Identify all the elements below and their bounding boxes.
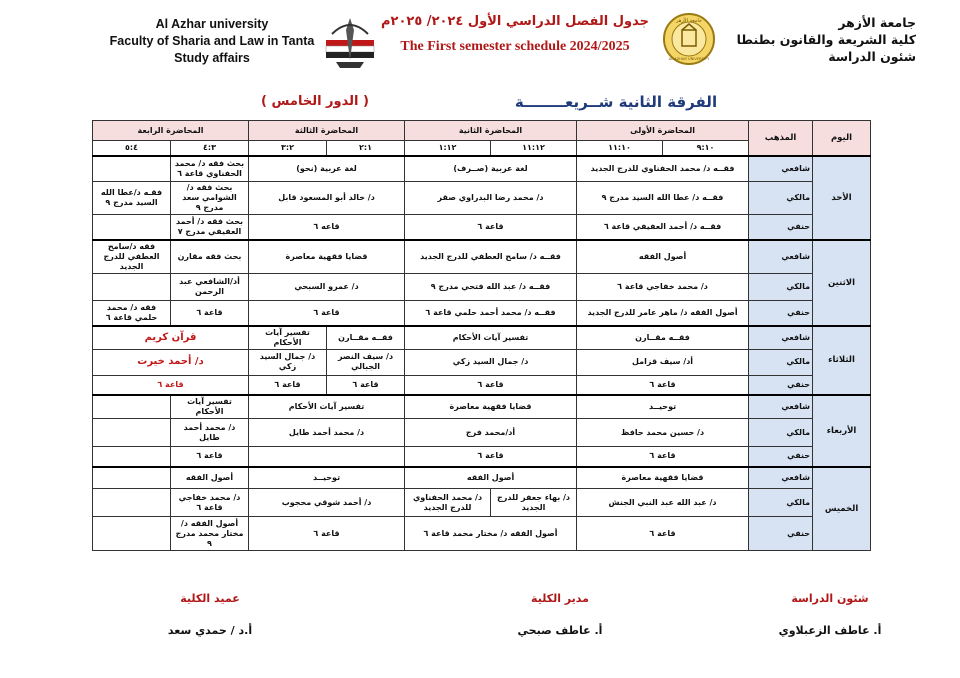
- lecture-cell: [249, 447, 405, 467]
- time-slot: ١:١٢: [405, 141, 491, 157]
- lecture-cell: أصول الفقه د/ ماهر عامر للدرج الجديد: [577, 301, 749, 326]
- lecture-cell: بحث فقه مقارن: [171, 240, 249, 274]
- madhhab-shafii: شافعي: [749, 326, 813, 350]
- lecture-cell: [93, 214, 171, 240]
- dean-label: عميد الكلية: [180, 592, 240, 605]
- lecture-cell: فقــه د/ محمد أحمد حلمي قاعة ٦: [405, 301, 577, 326]
- header-day: اليوم: [813, 121, 871, 157]
- lecture-cell: لغة عربية (صــرف): [405, 156, 577, 181]
- lecture-cell: بحث فقه د/ أحمد العفيفي مدرج ٧: [171, 214, 249, 240]
- lecture-cell: د/ سيف النصر الجبالي: [327, 349, 405, 375]
- lecture-cell: تفسير آيات الأحكام: [249, 326, 327, 350]
- lecture-cell: [93, 447, 171, 467]
- lecture-cell: د/ أحمد شوقي محجوب: [249, 489, 405, 517]
- director-name: أ. عاطف صبحي: [517, 624, 603, 637]
- madhhab-hanafi: حنفي: [749, 517, 813, 551]
- lecture-cell: د/ محمد أحمد طايل: [249, 419, 405, 447]
- director-label: مدير الكلية: [531, 592, 589, 605]
- lecture-cell: [93, 156, 171, 181]
- lecture-cell: قاعه ٦: [249, 214, 405, 240]
- lecture-cell: أد/ سيف قزامل: [577, 349, 749, 375]
- header-lecture-4: المحاضرة الرابعة: [93, 121, 249, 141]
- lecture-cell: أصول الفقه: [171, 467, 249, 489]
- lecture-cell: تفسير آيات الأحكام: [405, 326, 577, 350]
- day-tuesday: الثلاثاء: [813, 326, 871, 396]
- lecture-cell: د/ عمرو السبحي: [249, 274, 405, 301]
- madhhab-shafii: شافعي: [749, 395, 813, 419]
- study-affairs-name: أ. عاطف الزعبلاوي: [778, 624, 882, 637]
- lecture-cell: بحث فقه د/ محمد الحفناوي قاعة ٦: [171, 156, 249, 181]
- lecture-cell: [93, 274, 171, 301]
- lecture-cell: قاعة ٦: [405, 375, 577, 395]
- madhhab-maliki: مالكي: [749, 489, 813, 517]
- lecture-cell: قضايا فقهية معاصرة: [249, 240, 405, 274]
- lecture-cell: قاعة ٦: [249, 517, 405, 551]
- lecture-cell: د/ خالد أبو المسعود قابل: [249, 181, 405, 214]
- lecture-cell: فقــه مقــارن: [327, 326, 405, 350]
- lecture-cell: د/ عبد الله عبد النبي الجنش: [577, 489, 749, 517]
- lecture-cell: قاعة ٦: [405, 214, 577, 240]
- lecture-cell: قاعة ٦: [577, 517, 749, 551]
- lecture-cell: فقــه مقــارن: [577, 326, 749, 350]
- header-lecture-1: المحاضرة الأولى: [577, 121, 749, 141]
- lecture-cell: فقه د/ محمد حلمي قاعة ٦: [93, 301, 171, 326]
- time-slot: ٢:١: [327, 141, 405, 157]
- time-slot: ٩:١٠: [663, 141, 749, 157]
- time-slot: ١١:١٠: [577, 141, 663, 157]
- lecture-cell: قاعة ٦: [249, 375, 327, 395]
- schedule-table: [92, 120, 871, 551]
- lecture-cell: د/ حسين محمد حافظ: [577, 419, 749, 447]
- lecture-cell: قاعة ٦: [249, 301, 405, 326]
- lecture-cell: [93, 489, 171, 517]
- schedule-title-ar: جدول الفصل الدراسي الأول ٢٠٢٤/ ٢٠٢٥م: [381, 14, 649, 29]
- lecture-cell: فقــه د/ عبد الله فتحي مدرج ٩: [405, 274, 577, 301]
- madhhab-hanafi: حنفي: [749, 301, 813, 326]
- lecture-cell: فقــه د/ سامح العطفي للدرج الجديد: [405, 240, 577, 274]
- lecture-cell: قاعة ٦: [577, 447, 749, 467]
- lecture-cell-highlight: قرآن كريم: [93, 326, 249, 350]
- university-name-en: Al Azhar university: [155, 17, 269, 31]
- lecture-cell: فقــه د/ أحمد العفيفي قاعة ٦: [577, 214, 749, 240]
- lecture-cell-highlight: قاعة ٦: [93, 375, 249, 395]
- madhhab-hanafi: حنفي: [749, 214, 813, 240]
- lecture-cell: قاعة ٦: [405, 447, 577, 467]
- day-thursday: الخميس: [813, 467, 871, 551]
- lecture-cell: د/ محمد رضا البدراوي صقر: [405, 181, 577, 214]
- header-right-arabic: [706, 14, 916, 65]
- madhhab-maliki: مالكي: [749, 349, 813, 375]
- lecture-cell: د/ بهاء جعفر للدرج الجديد: [491, 489, 577, 517]
- madhhab-shafii: شافعي: [749, 240, 813, 274]
- lecture-cell: د/ محمد أحمد طايل: [171, 419, 249, 447]
- lecture-cell: د/ جمال السيد زكي: [249, 349, 327, 375]
- schedule-title: [380, 14, 650, 55]
- logo-text-en: AL-AZHAR UNIVERSITY: [668, 57, 710, 61]
- schedule-title-en: The First semester schedule 2024/2025: [400, 39, 630, 54]
- lecture-cell: قاعة ٦: [171, 447, 249, 467]
- madhhab-hanafi: حنفي: [749, 375, 813, 395]
- lecture-cell: أصول الفقه د/ مختار محمد قاعة ٦: [405, 517, 577, 551]
- madhhab-maliki: مالكي: [749, 274, 813, 301]
- university-name-ar: جامعة الأزهر: [838, 15, 916, 30]
- faculty-logo: [322, 12, 378, 70]
- time-slot: ١١:١٢: [491, 141, 577, 157]
- lecture-cell: بحث فقه د/ الشوامي سعد مدرج ٩: [171, 181, 249, 214]
- madhhab-shafii: شافعي: [749, 467, 813, 489]
- lecture-cell: فقـه د/عطا الله السيد مدرج ٩: [93, 181, 171, 214]
- time-slot: ٤:٣: [171, 141, 249, 157]
- faculty-name-en: Faculty of Sharia and Law in Tanta: [109, 34, 315, 48]
- lecture-cell: لغة عربية (نحو): [249, 156, 405, 181]
- day-monday: الاثنين: [813, 240, 871, 326]
- study-affairs-label: شئون الدراسة: [791, 592, 869, 605]
- madhhab-hanafi: حنفي: [749, 447, 813, 467]
- header-madhhab: المذهب: [749, 121, 813, 157]
- lecture-cell: فقــه د/ محمد الحفناوي للدرج الجديد: [577, 156, 749, 181]
- header-left-english: [104, 16, 320, 67]
- dean-name: أ.د / حمدي سعد: [167, 624, 253, 637]
- lecture-cell: تفسير آيات الأحكام: [171, 395, 249, 419]
- lecture-cell: [93, 419, 171, 447]
- lecture-cell: [93, 395, 171, 419]
- lecture-cell: أصول الفقه: [405, 467, 577, 489]
- madhhab-maliki: مالكي: [749, 181, 813, 214]
- lecture-cell: قضايا فقهية معاصرة: [405, 395, 577, 419]
- lecture-cell: [93, 517, 171, 551]
- lecture-cell: أصول الفقه د/ مختار محمد مدرج ٩: [171, 517, 249, 551]
- time-slot: ٣:٢: [249, 141, 327, 157]
- round-title: ( الدور الخامس ): [261, 94, 369, 109]
- lecture-cell: [93, 467, 171, 489]
- lecture-cell: فقــه د/ عطا الله السيد مدرج ٩: [577, 181, 749, 214]
- lecture-cell: أد/محمد فرج: [405, 419, 577, 447]
- study-affairs-en: Study affairs: [174, 51, 250, 65]
- lecture-cell: أصول الفقه: [577, 240, 749, 274]
- day-sunday: الأحد: [813, 156, 871, 240]
- lecture-cell: د/ محمد الحفناوي للدرج الجديد: [405, 489, 491, 517]
- year-title: الفرقة الثانية شــريعــــــــة: [514, 93, 718, 111]
- header-lecture-3: المحاضرة الثالثة: [249, 121, 405, 141]
- lecture-cell: تفسير آيات الأحكام: [249, 395, 405, 419]
- lecture-cell: د/ محمد خفاجي قاعة ٦: [577, 274, 749, 301]
- madhhab-maliki: مالكي: [749, 419, 813, 447]
- lecture-cell: فقه د/سامح العطفي للدرج الجديد: [93, 240, 171, 274]
- lecture-cell: قاعة ٦: [577, 375, 749, 395]
- lecture-cell: أد/الشافعي عبد الرحمن: [171, 274, 249, 301]
- lecture-cell: قاعة ٦: [171, 301, 249, 326]
- madhhab-shafii: شافعي: [749, 156, 813, 181]
- header-lecture-2: المحاضرة الثانية: [405, 121, 577, 141]
- time-slot: ٥:٤: [93, 141, 171, 157]
- lecture-cell: د/ محمد خفاجي قاعة ٦: [171, 489, 249, 517]
- logo-text-ar: جامعة الأزهر: [675, 18, 703, 24]
- faculty-name-ar: كلية الشريعة والقانون بطنطا: [736, 32, 916, 47]
- day-wednesday: الأربعاء: [813, 395, 871, 467]
- lecture-cell: توحيــد: [249, 467, 405, 489]
- lecture-cell: قضايا فقهية معاصرة: [577, 467, 749, 489]
- lecture-cell: قاعة ٦: [327, 375, 405, 395]
- lecture-cell: د/ جمال السيد زكي: [405, 349, 577, 375]
- study-affairs-ar: شئون الدراسة: [828, 49, 916, 64]
- lecture-cell: توحيــد: [577, 395, 749, 419]
- lecture-cell-highlight: د/ أحمد خيرت: [93, 349, 249, 375]
